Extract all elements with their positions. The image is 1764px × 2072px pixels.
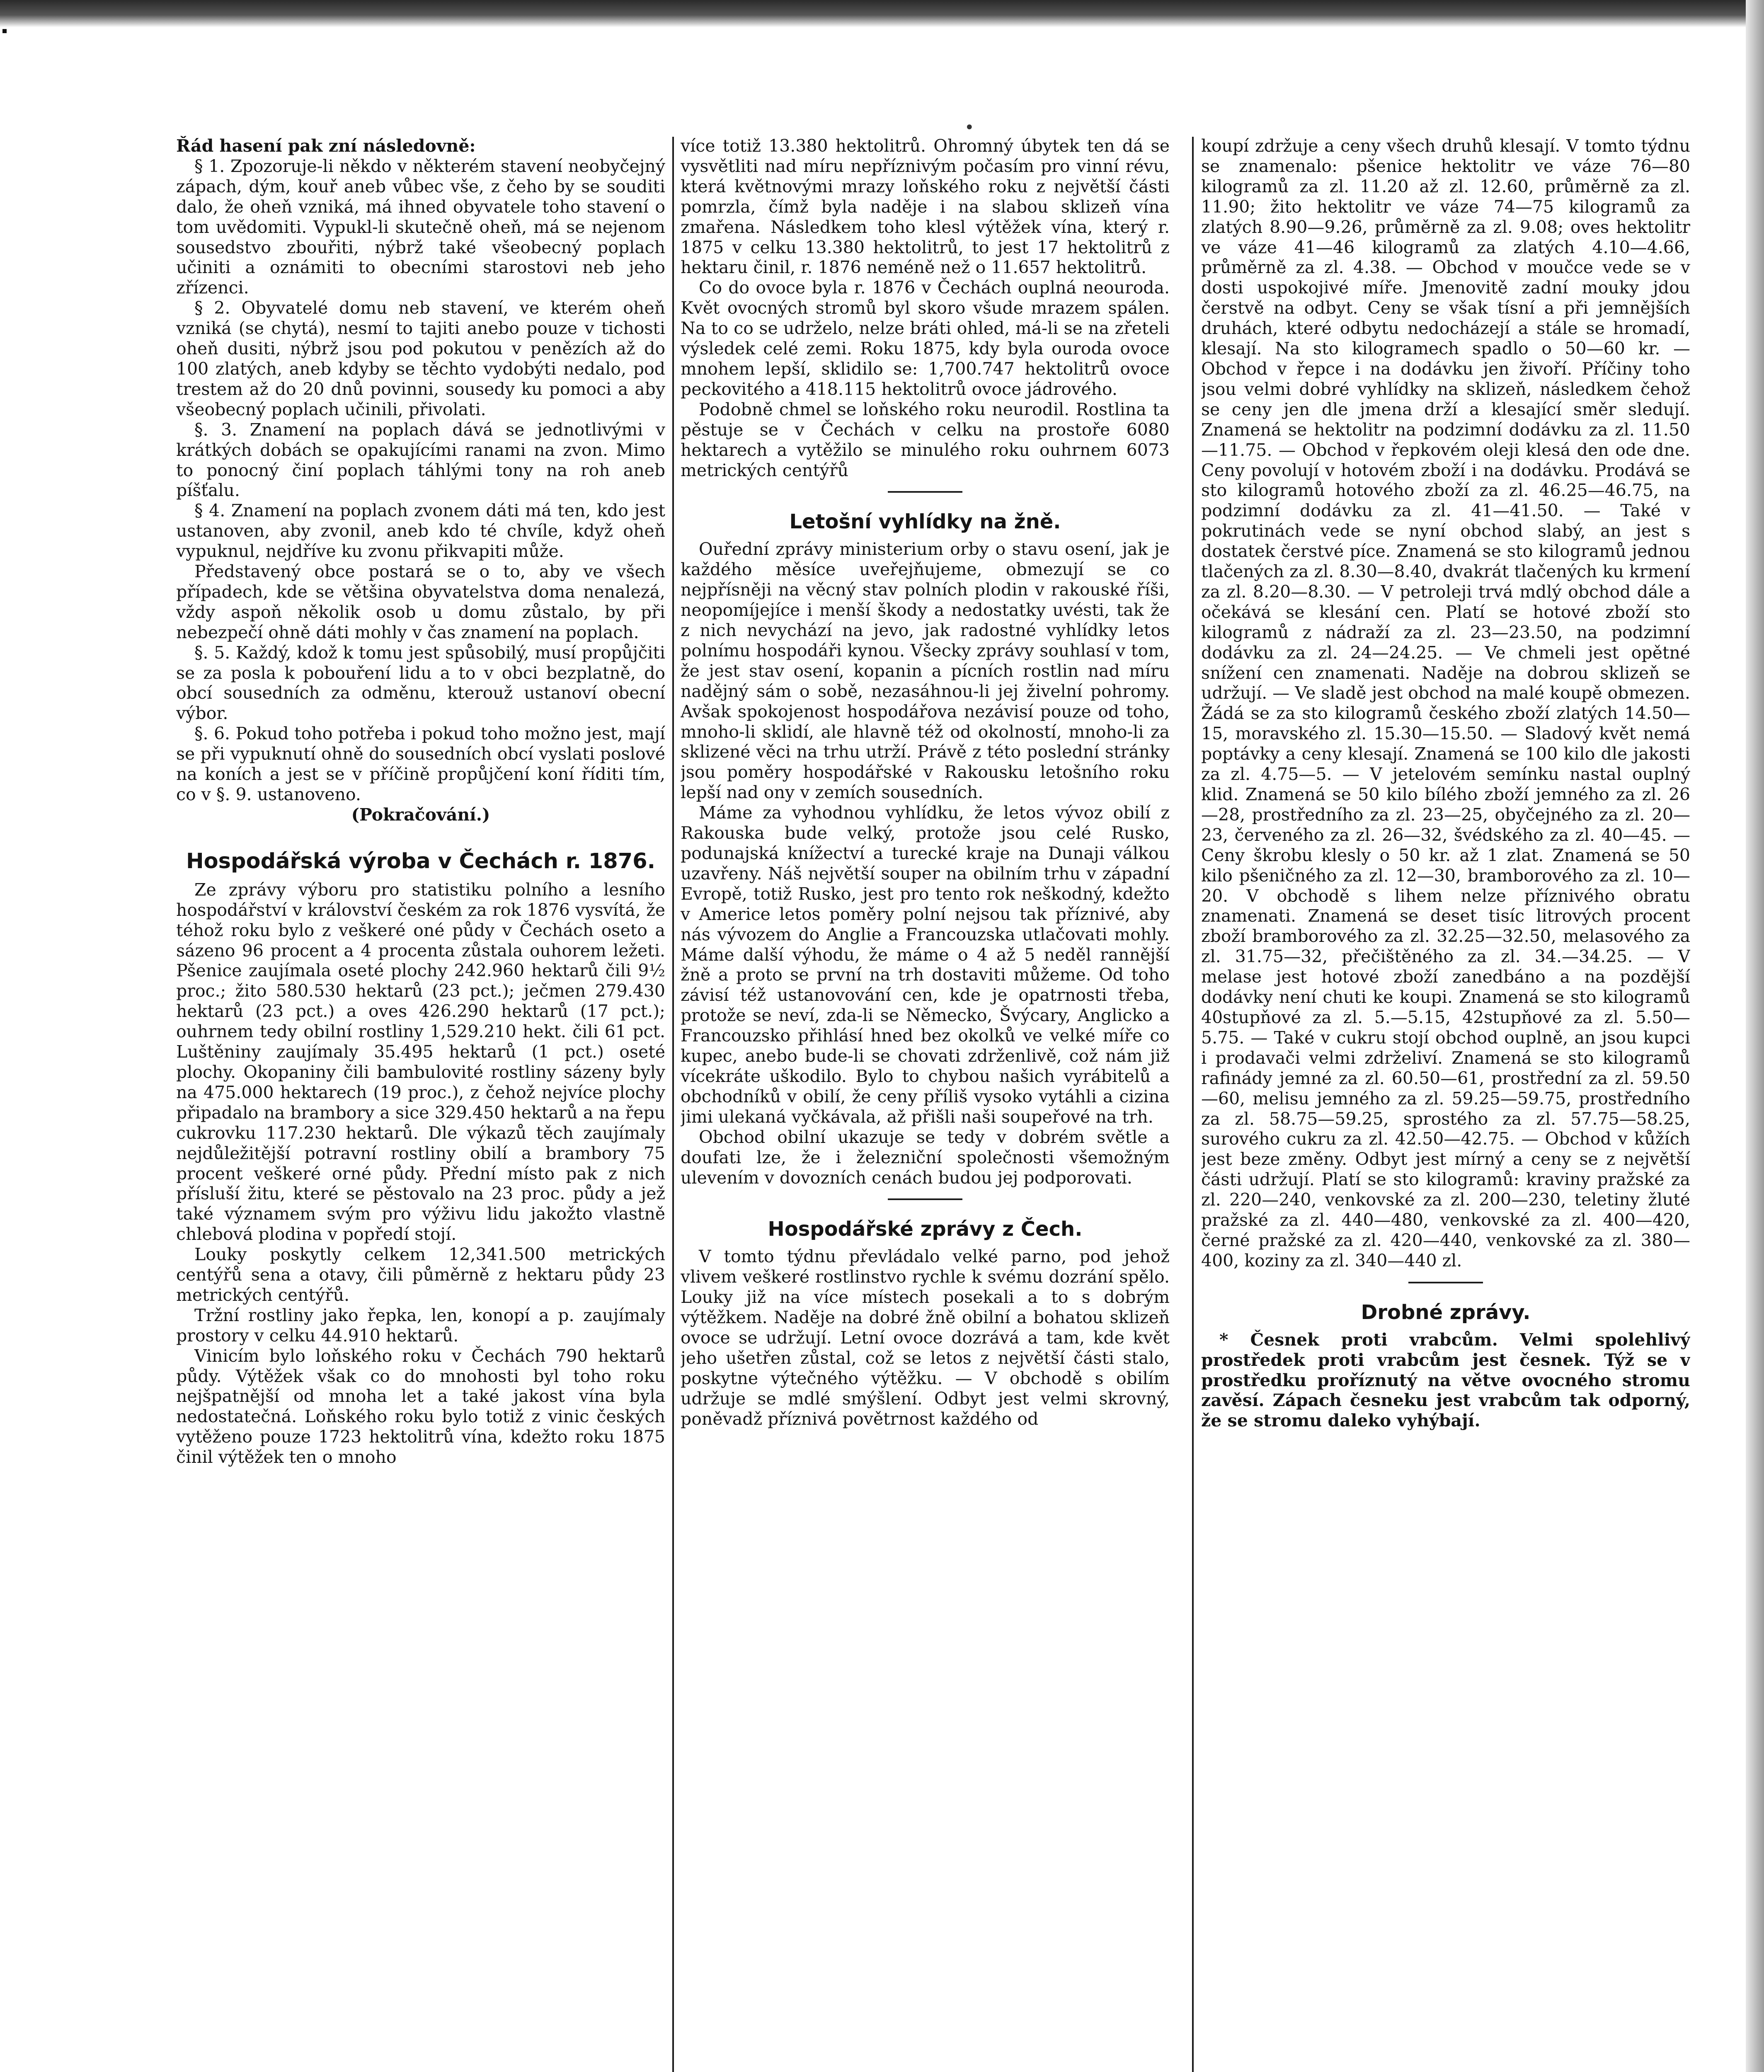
paragraph: Louky poskytly celkem 12,341.500 metrických centýřů sena a otavy, čili půměrně z hektaru půdy 23 metrických centýřů. xyxy=(176,1244,665,1305)
paragraph: Máme za vyhodnou vyhlídku, že letos vývoz obilí z Rakouska bude velký, protože jsou celé Rusko, podunajská knížectví a turecké kraje na Dunaji válkou uzavřeny. Náš největší souper na obilním trhu v západní Evropě, totiž Rusko, jest pro tento rok neškodný, kdežto v Americe letos poměry polní nejsou tak příznivé, aby nás vývozem do Anglie a Francouzska utlačovati mohly. Máme další výhodu, že máme o 4 až 5 neděl rannější žně a proto se první na trh dostaviti můžeme. Od toho závisí též ustanovování cen, kde je opatrnosti třeba, protože se neví, zda-li se Německo, Švýcary, Anglicko a Francouzsko přihlásí hned bez okolků ve velké míře co kupec, anebo bude-li se chovati zdrženlivě, což nám již vícekráte uškodilo. Bylo to chybou našich vyrábitelů a obchodníků v obilí, že ceny příliš vysoko vytáhli a cizina jimi ulekaná vyčkávala, až přišli naši soupeřové na trh. xyxy=(681,803,1170,1127)
article-heading: Hospodářská výroba v Čechách r. 1876. xyxy=(186,849,656,874)
paragraph: §. 5. Každý, kdož k tomu jest spůsobilý, musí propůjčiti se za posla k pobouření lidu a to v obci bezplatně, do obcí sousedních za odměnu, kterouž ustanoví obecní výbor. xyxy=(176,642,665,724)
continuation-note: (Pokračování.) xyxy=(351,804,490,825)
article-heading: Hospodářské zprávy z Čech. xyxy=(768,1218,1083,1241)
paragraph: Obchod obilní ukazuje se tedy v dobrém světle a doufati lze, že i železniční společnosti všemožným ulevením v dovozních cenách budou jej podporovati. xyxy=(681,1127,1170,1188)
section-rule xyxy=(1408,1282,1483,1283)
section-rule xyxy=(888,1198,962,1200)
paragraph: §. 6. Pokud toho potřeba i pokud toho možno jest, mají se při vypuknutí ohně do sousedních obcí vyslati poslové na koních a jest se v příčině propůjčení koní říditi tím, co v §. 9. ustanoveno. xyxy=(176,724,665,804)
ornament-mark: • xyxy=(964,118,974,137)
column-divider xyxy=(1192,137,1194,2072)
paragraph: Vinicím bylo loňského roku v Čechách 790 hektarů půdy. Výtěžek však co do mnohosti byl toho roku nejšpatnější od mnoha let a také jakost vína byla nedostatečná. Loňského roku bylo totiž z vinic českých vytěženo pouze 1723 hektolitrů vína, kdežto roku 1875 činil výtěžek ten o mnoho xyxy=(176,1346,665,1467)
paragraph: Co do ovoce byla r. 1876 v Čechách ouplná neouroda. Květ ovocných stromů byl skoro všude mrazem spálen. Na to co se udrželo, nelze bráti ohled, má-li se na zřeteli výsledek celé zemi. Roku 1875, kdy byla ouroda ovoce mnohem lepší, sklidilo se: 1,700.747 hektolitrů ovoce peckovitého a 418.115 hektolitrů ovoce jádrového. xyxy=(681,278,1170,399)
paragraph: více totiž 13.380 hektolitrů. Ohromný úbytek ten dá se vysvětliti nad míru nepříznivým počasím pro vinní révu, která květnovými mrazy loňského roku z největší části pomrzla, čímž byla naděje i na slabou sklizeň vína zmařena. Následkem toho klesl výtěžek vína, který r. 1875 v celku 13.380 hektolitrů, to jest 17 hektolitrů z hektaru činil, r. 1876 neméně než o 11.657 hektolitrů. xyxy=(681,136,1170,278)
paragraph: §. 3. Znamení na poplach dává se jednotlivými v krátkých dobách se opakujícími ranami na zvon. Mimo to ponocný činí poplach táhlými tony na roh aneb píšťalu. xyxy=(176,419,665,501)
paragraph: § 2. Obyvatelé domu neb stavení, ve kterém oheň vzniká (se chytá), nesmí to tajiti anebo pouze v tichosti oheň dusiti, nýbrž jsou pod pokutou v penězích až do 100 zlatých, aneb kdyby se těchto vydobýti nedalo, pod trestem až do 20 dnů povinni, sousedy ku pomoci a aby všeobecný poplach učinili, přivolati. xyxy=(176,298,665,419)
paragraph: § 1. Zpozoruje-li někdo v některém stavení neobyčejný zápach, dým, kouř aneb vůbec vše, z čeho by se souditi dalo, že oheň vzniká, má ihned obyvatele toho stavení o tom uvědomiti. Vypukl-li skutečně oheň, má se nejenom sousedstvo zbouřiti, nýbrž také všeobecný poplach učiniti a oznámiti to obecními starostovi neb jeho zřízenci. xyxy=(176,156,665,298)
paragraph: Podobně chmel se loňského roku neurodil. Rostlina ta pěstuje se v Čechách v celku na prostoře 6080 hektarech a vytěžilo se minulého roku ouhrnem 6073 metrických centýřů xyxy=(681,399,1170,480)
paragraph: Řád hasení pak zní následovně: xyxy=(176,136,476,156)
column-divider xyxy=(672,137,674,2072)
scan-border-top xyxy=(0,0,1764,27)
scan-mark xyxy=(2,29,7,33)
paragraph: Ouřední zprávy ministerium orby o stavu osení, jak je každého měsíce uveřejňujeme, obmezují se co nejpřísněji na věcný stav polních plodin v rakouské říši, neopomíjejíce i menší škody a nedostatky uvésti, tak že z nich nevychází na jevo, jak radostné vyhlídky letos polnímu hospodáři kynou. Všecky zprávy souhlasí v tom, že jest stav osení, kopanin a pícních rostlin nad míru nadějný sám o sobě, nezasáhnou-li jej živelní pohromy. Avšak spokojenost hospodářova nezávisí pouze od toho, mnoho-li sklidí, ale hlavně též od okolností, mnoho-li za sklizené věci na trhu utrží. Právě z této poslední stránky jsou poměry hospodářské v Rakousku letošního roku lepší nad ony v zemích sousedních. xyxy=(681,539,1170,803)
column-1 xyxy=(176,136,665,2072)
paragraph: koupí zdržuje a ceny všech druhů klesají. V tomto týdnu se znamenalo: pšenice hektolitr ve váze 76—80 kilogramů za zl. 11.20 až zl. 12.60, průměrně za zl. 11.90; žito hektolitr ve váze 74—75 kilogramů za zlatých 8.90—9.26, průměrně za zl. 9.08; oves hektolitr ve váze 41—46 kilogramů za zlatých 4.10—4.66, průměrně za zl. 4.38. — Obchod v moučce vede se v dosti uspokojivé míře. Jmenovitě zadní mouky jdou čerstvě na odbyt. Ceny se však tísní a při jemnějších druhách, které odbytu nedocházejí a stále se hromadí, klesají. Na sto kilogramech spadlo o 50—60 kr. — Obchod v řepce i na dodávku jen živoří. Příčiny toho jsou velmi dobré vyhlídky na sklizeň, následkem čehož se ceny jen dle jmena drží a klesající směr sledují. Znamená se hektolitr na podzimní dodávku za zl. 11.50—11.75. — Obchod v řepkovém oleji klesá den ode dne. Ceny povolují v hotovém zboží i na dodávku. Prodává se sto kilogramů hotového zboží za zl. 46.25—46.75, na podzimní dodávku za zl. 41—41.50. — Také v pokrutinách vede se nyní obchod slabý, an jest s dostatek čerstvé píce. Znamená se sto kilogramů jednou tlačených za zl. 8.30—8.40, dvakrát tlačených ku krmení za zl. 8.20—8.30. — V petroleji trvá mdlý obchod dále a očekává se klesání cen. Platí se hotové zboží sto kilogramů z nádraží za zl. 23—23.50, na podzimní dodávku za zl. 24—24.25. — Ve chmeli jest opětné snížení cen znamenati. Naděje na dobrou sklizeň se udržují. — Ve sladě jest obchod na malé koupě obmezen. Žádá se za sto kilogramů českého zboží zlatých 14.50—15, moravského zl. 15.30—15.50. — Sladový květ nemá poptávky a ceny klesají. Znamená se 100 kilo dle jakosti za zl. 4.75—5. — V jetelovém semínku nastal ouplný klid. Znamená se 50 kilo bílého zboží jemného za zl. 26—28, prostředního za zl. 23—25, obyčejného za zl. 20—23, červeného za zl. 26—32, švédského za zl. 40—45. — Ceny škrobu klesly o 50 kr. až 1 zlat. Znamená se 50 kilo pšeničného za zl. 12—30, bramborového za zl. 10—20. V obchodě s lihem nelze příznivého obratu znamenati. Znamená se deset tisíc litrových procent zboží bramborového za zl. 32.25—32.50, melasového za zl. 31.75—32, přečištěného za zl. 34.—34.25. — V melase jest hotové zboží zanedbáno a na pozdější dodávky není chuti ke koupi. Znamená se sto kilogramů 40stupňové za zl. 5.—5.15, 42stupňové za zl. 5.50—5.75. — Také v cukru stojí obchod ouplně, an jsou kupci i prodavači velmi zdrželiví. Znamená se sto kilogramů rafinády jemné za zl. 60.50—61, prostřední za zl. 59.50—60, melisu jemného za zl. 59.25—59.75, prostředního za zl. 58.75—59.25, sprostého za zl. 57.75—58.25, surového cukru za zl. 42.50—42.75. — Obchod v kůžích jest beze změny. Odbyt jest mírný a ceny se z největší části udržují. Platí se sto kilogramů: kraviny pražské za zl. 220—240, venkovské za zl. 200—230, teletiny žluté pražské za zl. 440—480, venkovské za zl. 400—420, černé pražské za zl. 420—440, venkovské za zl. 380—400, koziny za zl. 340—440 zl. xyxy=(1201,136,1690,1271)
article-heading: Letošní vyhlídky na žně. xyxy=(789,510,1061,534)
article-heading: Drobné zprávy. xyxy=(1361,1300,1531,1324)
paragraph: Tržní rostliny jako řepka, len, konopí a p. zaujímaly prostory v celku 44.910 hektarů. xyxy=(176,1305,665,1346)
paragraph: * Česnek proti vrabcům. Velmi spolehlivý prostředek proti vrabcům jest česnek. Týž se v prostředku proříznutý na větve ovocného stromu zavěsí. Zápach česneku jest vrabcům tak odporný, že se stromu daleko vyhýbají. xyxy=(1201,1329,1690,1431)
paragraph: Představený obce postará se o to, aby ve všech případech, kde se většina obyvatelstva doma nenalezá, vždy aspoň několik osob u domu zůstalo, by při nebezpečí ohně dáti mohly v čas znamení na poplach. xyxy=(176,562,665,642)
paragraph: V tomto týdnu převládalo velké parno, pod jehož vlivem veškeré rostlinstvo rychle k svému dozrání spělo. Louky již na více místech posekali a to s dobrým výtěžkem. Naděje na dobré žně obilní a bohatou sklizeň ovoce se udržují. Letní ovoce dozrává a tam, kde květ jeho ušetřen zůstal, což se letos z největší části stalo, poskytne výtečného výtěžku. — V obchodě s obilím udržuje se mdlé smýšlení. Odbyt jest velmi skrovný, poněvadž příznivá povětrnost každého od xyxy=(681,1247,1170,1429)
column-2 xyxy=(681,136,1170,2072)
section-rule xyxy=(888,491,962,493)
paragraph: § 4. Znamení na poplach zvonem dáti má ten, kdo jest ustanoven, aby zvonil, aneb kdo té chvíle, když oheň vypuknul, nejdříve ku zvonu přikvapiti může. xyxy=(176,501,665,562)
column-3 xyxy=(1201,136,1690,2072)
scan-border-right xyxy=(1746,0,1764,2072)
paragraph: Ze zprávy výboru pro statistiku polního a lesního hospodářství v království českém za rok 1876 vysvítá, že téhož roku bylo z veškeré oné půdy v Čechách oseto a sázeno 96 procent a 4 procenta zůstala ouhorem ležeti. Pšenice zaujímala oseté plochy 242.960 hektarů čili 9½ proc.; žito 580.530 hektarů (23 pct.); ječmen 279.430 hektarů (23 pct.) a oves 426.290 hektarů (17 pct.); ouhrnem tedy obilní rostliny 1,529.210 hekt. čili 61 pct. Luštěniny zaujímaly 35.495 hektarů (1 pct.) oseté plochy. Okopaniny čili bambulovité rostliny sázeny byly na 475.000 hektarech (19 proc.), z čehož nejvíce plochy připadalo na brambory a sice 329.450 hektarů a na řepu cukrovku 117.230 hektarů. Dle výkazů těch zaujímaly nejdůležitější potravní rostliny obilí a brambory 75 procent veškeré orné půdy. Přední místo pak z nich přísluší žitu, které se pěstovalo na 23 proc. půdy a jež také významem svým pro výživu lidu jakožto vlastně chlebová plodina v popředí stojí. xyxy=(176,879,665,1244)
